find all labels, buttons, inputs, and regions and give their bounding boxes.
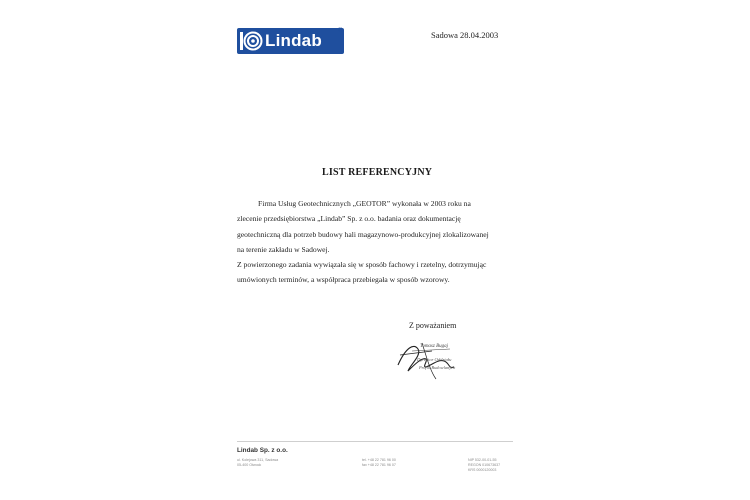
footer-company: Lindab Sp. z o.o. [237, 447, 288, 454]
letter-title: LIST REFERENCYJNY [322, 167, 433, 178]
stamp-unit: Profili Budowlanych [419, 365, 456, 370]
registered-mark: ® [338, 28, 343, 34]
footer-registry [468, 458, 500, 473]
footer-divider [237, 441, 513, 442]
footer-line: tel. +48 22 781 96 00 [362, 458, 396, 462]
paragraph-1 [237, 196, 517, 257]
footer-line: ul. Kolejowa 311, Sadowa [237, 458, 279, 462]
footer-contact [362, 458, 396, 468]
body-line: zlecenie przedsiębiorstwa „Lindab” Sp. z o.o. badania oraz dokumentację [237, 214, 461, 224]
logo-wordmark: Lindab [265, 31, 322, 50]
place-and-date: Sadowa 28.04.2003 [431, 30, 499, 40]
stamp-name: Tomasz Bugaj [420, 344, 449, 349]
body-line: umówionych terminów, a współpraca przebiegała w sposób wzorowy. [237, 275, 450, 285]
stamp-role: Dyrektor Oddziału [417, 357, 452, 362]
footer-line: KRS 0000120003 [468, 468, 497, 472]
closing-text: Z poważaniem [409, 321, 457, 330]
letter-body [237, 196, 517, 288]
body-line: Firma Usług Geotechnicznych „GEOTOR” wykonała w 2003 roku na [258, 199, 471, 208]
lindab-swirl-icon [237, 28, 265, 54]
footer-address [237, 458, 278, 468]
body-line: Z powierzonego zadania wywiązała się w sposób fachowy i rzetelny, dotrzymując [237, 260, 487, 270]
footer-line: NIP 532-00-01-55 [468, 458, 497, 462]
lindab-logo [237, 28, 344, 54]
body-line: na terenie zakładu w Sadowej. [237, 244, 330, 254]
footer-line: 05-400 Otwock [237, 463, 262, 467]
footer-line: fax +48 22 781 96 07 [362, 463, 396, 467]
paragraph-2 [237, 257, 517, 288]
body-line: geotechniczną dla potrzeb budowy hali magazynowo-produkcyjnej zlokalizowanej [237, 229, 489, 239]
footer-line: REGON 010673637 [468, 463, 501, 467]
